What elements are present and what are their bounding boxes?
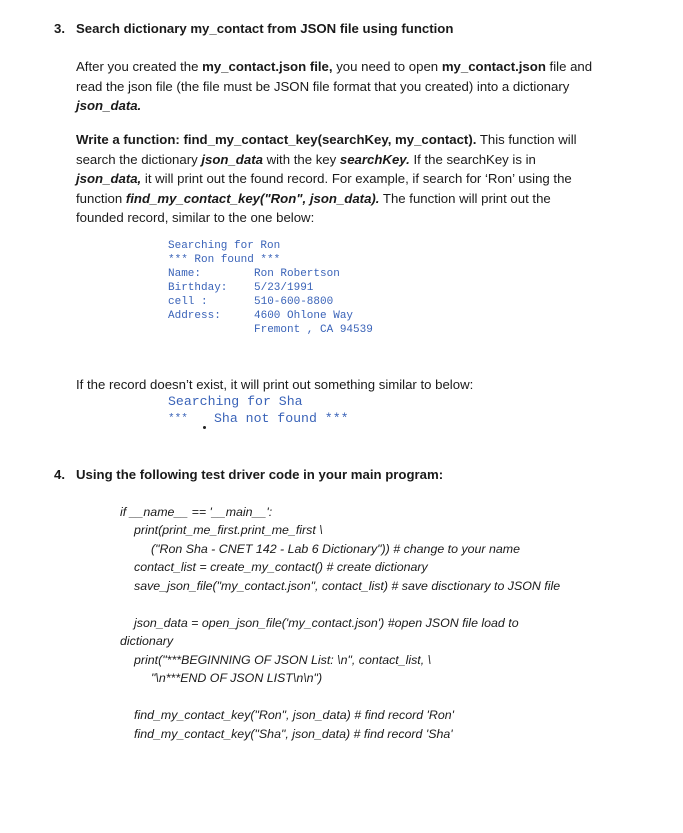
section3-paragraph1 (76, 57, 592, 116)
stray-dot (203, 426, 206, 429)
para1-line1: After you created the my_contact.json file, you need to open my_contact.json file and (76, 59, 593, 74)
output2-stars: *** (168, 413, 188, 425)
code-line-3: ("Ron Sha - CNET 142 - Lab 6 Dictionary")) # change to your name (151, 542, 520, 556)
filename-emphasis: my_contact.json (441, 59, 546, 74)
output-address-value2: Fremont , CA 94539 (254, 324, 373, 336)
output-name-label: Name: (168, 268, 202, 280)
output-line-searching: Searching for Ron (168, 240, 281, 252)
code-line-6: json_data = open_json_file('my_contact.json') #open JSON file load to (134, 616, 519, 630)
output-birthday-label: Birthday: (168, 282, 228, 294)
code-line-8: print("***BEGINNING OF JSON List: \n", contact_list, \ (134, 653, 432, 667)
output-address-label: Address: (168, 310, 221, 322)
output-name-value: Ron Robertson (254, 268, 340, 280)
para1-line3: json_data. (76, 98, 142, 113)
para1-line2: read the json file (the file must be JSON file format that you created) into a dictionary (76, 78, 570, 94)
code-line-5: save_json_file("my_contact.json", contact_list) # save disctionary to JSON file (134, 579, 561, 593)
output-birthday-value: 5/23/1991 (254, 282, 314, 294)
para2-line4: function find_my_contact_key("Ron", json_data). The function will print out the (76, 190, 551, 206)
para2-line5: founded record, similar to the one below: (76, 210, 315, 225)
section3-number: 3. (54, 21, 65, 36)
filename-emphasis: my_contact.json file, (202, 59, 333, 74)
code-line-10: find_my_contact_key("Ron", json_data) # find record 'Ron' (134, 708, 455, 722)
code-line-11: find_my_contact_key("Sha", json_data) # find record 'Sha' (134, 727, 453, 741)
para2-line2: search the dictionary json_data with the key searchKey. If the searchKey is in (76, 151, 536, 167)
para2-line1: Write a function: find_my_contact_key(searchKey, my_contact). This function will (76, 132, 577, 147)
code-line-7: dictionary (120, 634, 174, 648)
section3-paragraph2 (76, 130, 577, 228)
section3-title: Search dictionary my_contact from JSON file using function (76, 21, 454, 36)
section4-number: 4. (54, 467, 65, 482)
code-line-2: print(print_me_first.print_me_first \ (134, 523, 323, 537)
output2-line-searching: Searching for Sha (168, 394, 303, 409)
code-line-9: "\n***END OF JSON LIST\n\n") (151, 671, 323, 685)
output-cell-value: 510-600-8800 (254, 296, 334, 308)
output-cell-label: cell : (168, 296, 208, 308)
section4-title: Using the following test driver code in your main program: (76, 467, 444, 482)
code-line-1: if __name__ == '__main__': (120, 505, 273, 519)
output-line-found: *** Ron found *** (168, 254, 281, 266)
output-address-value1: 4600 Ohlone Way (254, 310, 354, 322)
code-line-4: contact_list = create_my_contact() # create dictionary (134, 560, 428, 574)
output2-not-found: Sha not found *** (214, 411, 349, 426)
not-found-paragraph: If the record doesn’t exist, it will print out something similar to below: (76, 377, 474, 392)
para2-line3: json_data, it will print out the found record. For example, if search for ‘Ron’ using the (76, 171, 572, 186)
